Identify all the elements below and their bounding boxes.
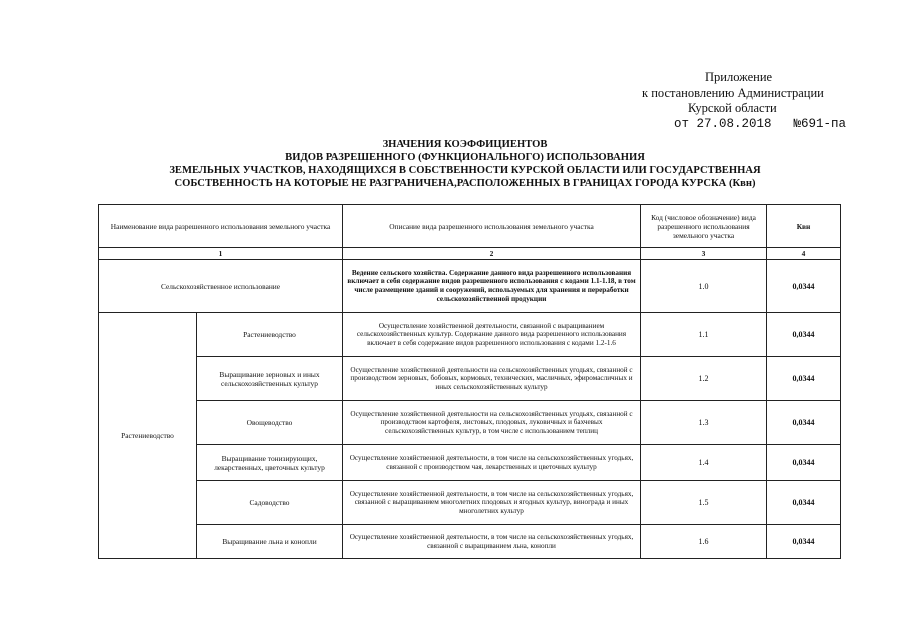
title-line-3: ЗЕМЕЛЬНЫХ УЧАСТКОВ, НАХОДЯЩИХСЯ В СОБСТВЕННОСТИ КУРСКОЙ ОБЛАСТИ ИЛИ ГОСУДАРСТВЕННАЯ xyxy=(169,165,761,176)
coefficients-table xyxy=(98,204,841,559)
table-row xyxy=(99,445,841,481)
row-name: Растениеводство xyxy=(197,313,343,357)
row-description: Ведение сельского хозяйства. Содержание данного вида разрешенного использования включает в себя содержание видов разрешенного использования с кодами 1.1-1.18, в том числе размещение зданий и сооружений, используемых для хранения и переработки сельскохозяйственной продукции xyxy=(343,260,641,313)
appendix-block xyxy=(560,70,890,132)
row-description: Осуществление хозяйственной деятельности, в том числе на сельскохозяйственных угодьях, связанной с производством чая, лекарственных и цветочных культур xyxy=(343,445,641,481)
row-kvi: 0,0344 xyxy=(767,260,841,313)
appendix-date: от 27.08.2018 xyxy=(674,116,772,131)
appendix-resolution-line: к постановлению Администрации xyxy=(642,85,824,100)
row-code: 1.0 xyxy=(641,260,767,313)
row-name: Выращивание зерновых и иных сельскохозяйственных культур xyxy=(197,357,343,401)
row-kvi: 0,0344 xyxy=(767,401,841,445)
column-number: 4 xyxy=(767,248,841,260)
table-row xyxy=(99,525,841,559)
appendix-heading: Приложение xyxy=(705,70,773,84)
row-name: Выращивание льна и конопли xyxy=(197,525,343,559)
row-code: 1.3 xyxy=(641,401,767,445)
header-kvi: Квн xyxy=(767,205,841,248)
appendix-date-number xyxy=(560,117,890,133)
row-name: Выращивание тонизирующих, лекарственных, цветочных культур xyxy=(197,445,343,481)
row-kvi: 0,0344 xyxy=(767,525,841,559)
row-name: Овощеводство xyxy=(197,401,343,445)
column-number: 2 xyxy=(343,248,641,260)
table-row xyxy=(99,313,841,357)
row-code: 1.5 xyxy=(641,481,767,525)
document-title xyxy=(100,138,830,190)
title-line-4: СОБСТВЕННОСТЬ НА КОТОРЫЕ НЕ РАЗГРАНИЧЕНА,РАСПОЛОЖЕННЫХ В ГРАНИЦАХ ГОРОДА КУРСКА (Квн) xyxy=(174,178,756,189)
row-code: 1.2 xyxy=(641,357,767,401)
row-description: Осуществление хозяйственной деятельности, в том числе на сельскохозяйственных угодьях, связанной с выращиванием многолетних плодовых и ягодных культур, винограда и иных многолетних культур xyxy=(343,481,641,525)
row-code: 1.4 xyxy=(641,445,767,481)
row-description: Осуществление хозяйственной деятельности на сельскохозяйственных угодьях, связанной с производством зерновых, бобовых, кормовых, технических, масличных, эфиромасличных и иных сельскохозяйственных культур xyxy=(343,357,641,401)
column-number: 1 xyxy=(99,248,343,260)
row-code: 1.1 xyxy=(641,313,767,357)
appendix-region-line: Курской области xyxy=(688,101,777,115)
row-name: Сельскохозяйственное использование xyxy=(99,260,343,313)
row-description: Осуществление хозяйственной деятельности, в том числе на сельскохозяйственных угодьях, связанной с выращиванием льна, конопли xyxy=(343,525,641,559)
header-code: Код (числовое обозначение) вида разрешенного использования земельного участка xyxy=(641,205,767,248)
group-name: Растениеводство xyxy=(99,313,197,559)
column-number: 3 xyxy=(641,248,767,260)
row-kvi: 0,0344 xyxy=(767,357,841,401)
table-row xyxy=(99,401,841,445)
table-row xyxy=(99,357,841,401)
header-name: Наименование вида разрешенного использования земельного участка xyxy=(99,205,343,248)
title-line-1: ЗНАЧЕНИЯ КОЭФФИЦИЕНТОВ xyxy=(382,139,548,150)
appendix-number: №691-па xyxy=(793,116,847,131)
row-kvi: 0,0344 xyxy=(767,481,841,525)
row-description: Осуществление хозяйственной деятельности, связанной с выращиванием сельскохозяйственных культур. Содержание данного вида разрешенного использования включает в себя содержание видов разрешенного использования с кодами 1.2-1.6 xyxy=(343,313,641,357)
header-description: Описание вида разрешенного использования земельного участка xyxy=(343,205,641,248)
table-row xyxy=(99,481,841,525)
title-line-2: ВИДОВ РАЗРЕШЕННОГО (ФУНКЦИОНАЛЬНОГО) ИСПОЛЬЗОВАНИЯ xyxy=(285,152,645,163)
row-name: Садоводство xyxy=(197,481,343,525)
row-kvi: 0,0344 xyxy=(767,313,841,357)
row-description: Осуществление хозяйственной деятельности на сельскохозяйственных угодьях, связанной с производством картофеля, листовых, плодовых, луковичных и бахчевых сельскохозяйственных культур, в том числе с использованием теплиц xyxy=(343,401,641,445)
row-code: 1.6 xyxy=(641,525,767,559)
column-number-row xyxy=(99,248,841,260)
table-header-row xyxy=(99,205,841,248)
table-row xyxy=(99,260,841,313)
row-kvi: 0,0344 xyxy=(767,445,841,481)
